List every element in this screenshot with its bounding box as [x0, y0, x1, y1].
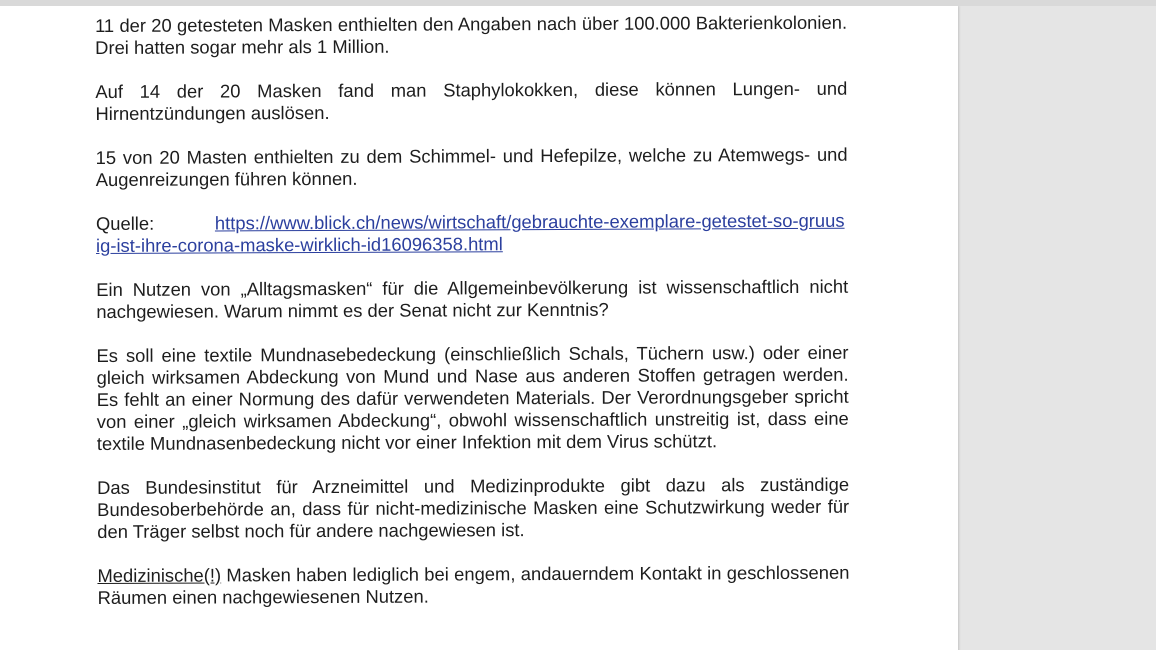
medical-underlined-word: Medizinische(!) — [97, 564, 222, 586]
paragraph-everyday-masks: Ein Nutzen von „Alltagsmasken“ für die Allgemeinbevölkerung ist wissenschaftlich nicht nachgewiesen. Warum nimmt es der Senat nicht zur Kenntnis? — [96, 275, 849, 322]
paragraph-bacteria: 11 der 20 getesteten Masken enthielten den Angaben nach über 100.000 Bakterienkolonien. Drei hatten sogar mehr als 1 Million. — [95, 11, 848, 58]
medical-masks-text: Masken haben lediglich bei engem, andauerndem Kontakt in geschlossenen Räumen einen nachgewiesenen Nutzen. — [97, 561, 850, 608]
page-text — [95, 12, 850, 631]
paragraph-textile-covering: Es soll eine textile Mundnasebedeckung (einschließlich Schals, Tüchern usw.) oder einer gleich wirksamen Abdeckung von Mund und Nase aus anderen Stoffen getragen werden. Es fehlt an einer Normung des dafür verwendeten Materials. Der Verordnungsgeber spricht von einer „gleich wirksamen Abdeckung“, obwohl wissenschaftlich unstreitig ist, dass eine textile Mundnasenbedeckung nicht vor einer Infektion mit dem Virus schützt. — [96, 341, 849, 454]
source-link[interactable]: https://www.blick.ch/news/wirtschaft/gebrauchte-exemplare-getestet-so-gruusig-ist-ihre-corona-maske-wirklich-id16096358.html — [95, 209, 845, 256]
source-paragraph — [96, 210, 848, 257]
paragraph-staphylococci: Auf 14 der 20 Masken fand man Staphylokokken, diese können Lungen- und Hirnentzündungen auslösen. — [95, 77, 848, 124]
paragraph-medical-masks — [97, 562, 849, 609]
paragraph-mold: 15 von 20 Masten enthielten zu dem Schimmel- und Hefepilze, welche zu Atemwegs- und Augenreizungen führen können. — [95, 143, 848, 190]
paragraph-bfarm: Das Bundesinstitut für Arzneimittel und Medizinprodukte gibt dazu als zuständige Bundesoberbehörde an, dass für nicht-medizinische Masken eine Schutzwirkung weder für den Träger selbst noch für andere nachgewiesen ist. — [97, 473, 850, 542]
source-label: Quelle: — [95, 212, 155, 234]
document-page — [0, 6, 958, 650]
document-viewer[interactable] — [0, 6, 1156, 650]
